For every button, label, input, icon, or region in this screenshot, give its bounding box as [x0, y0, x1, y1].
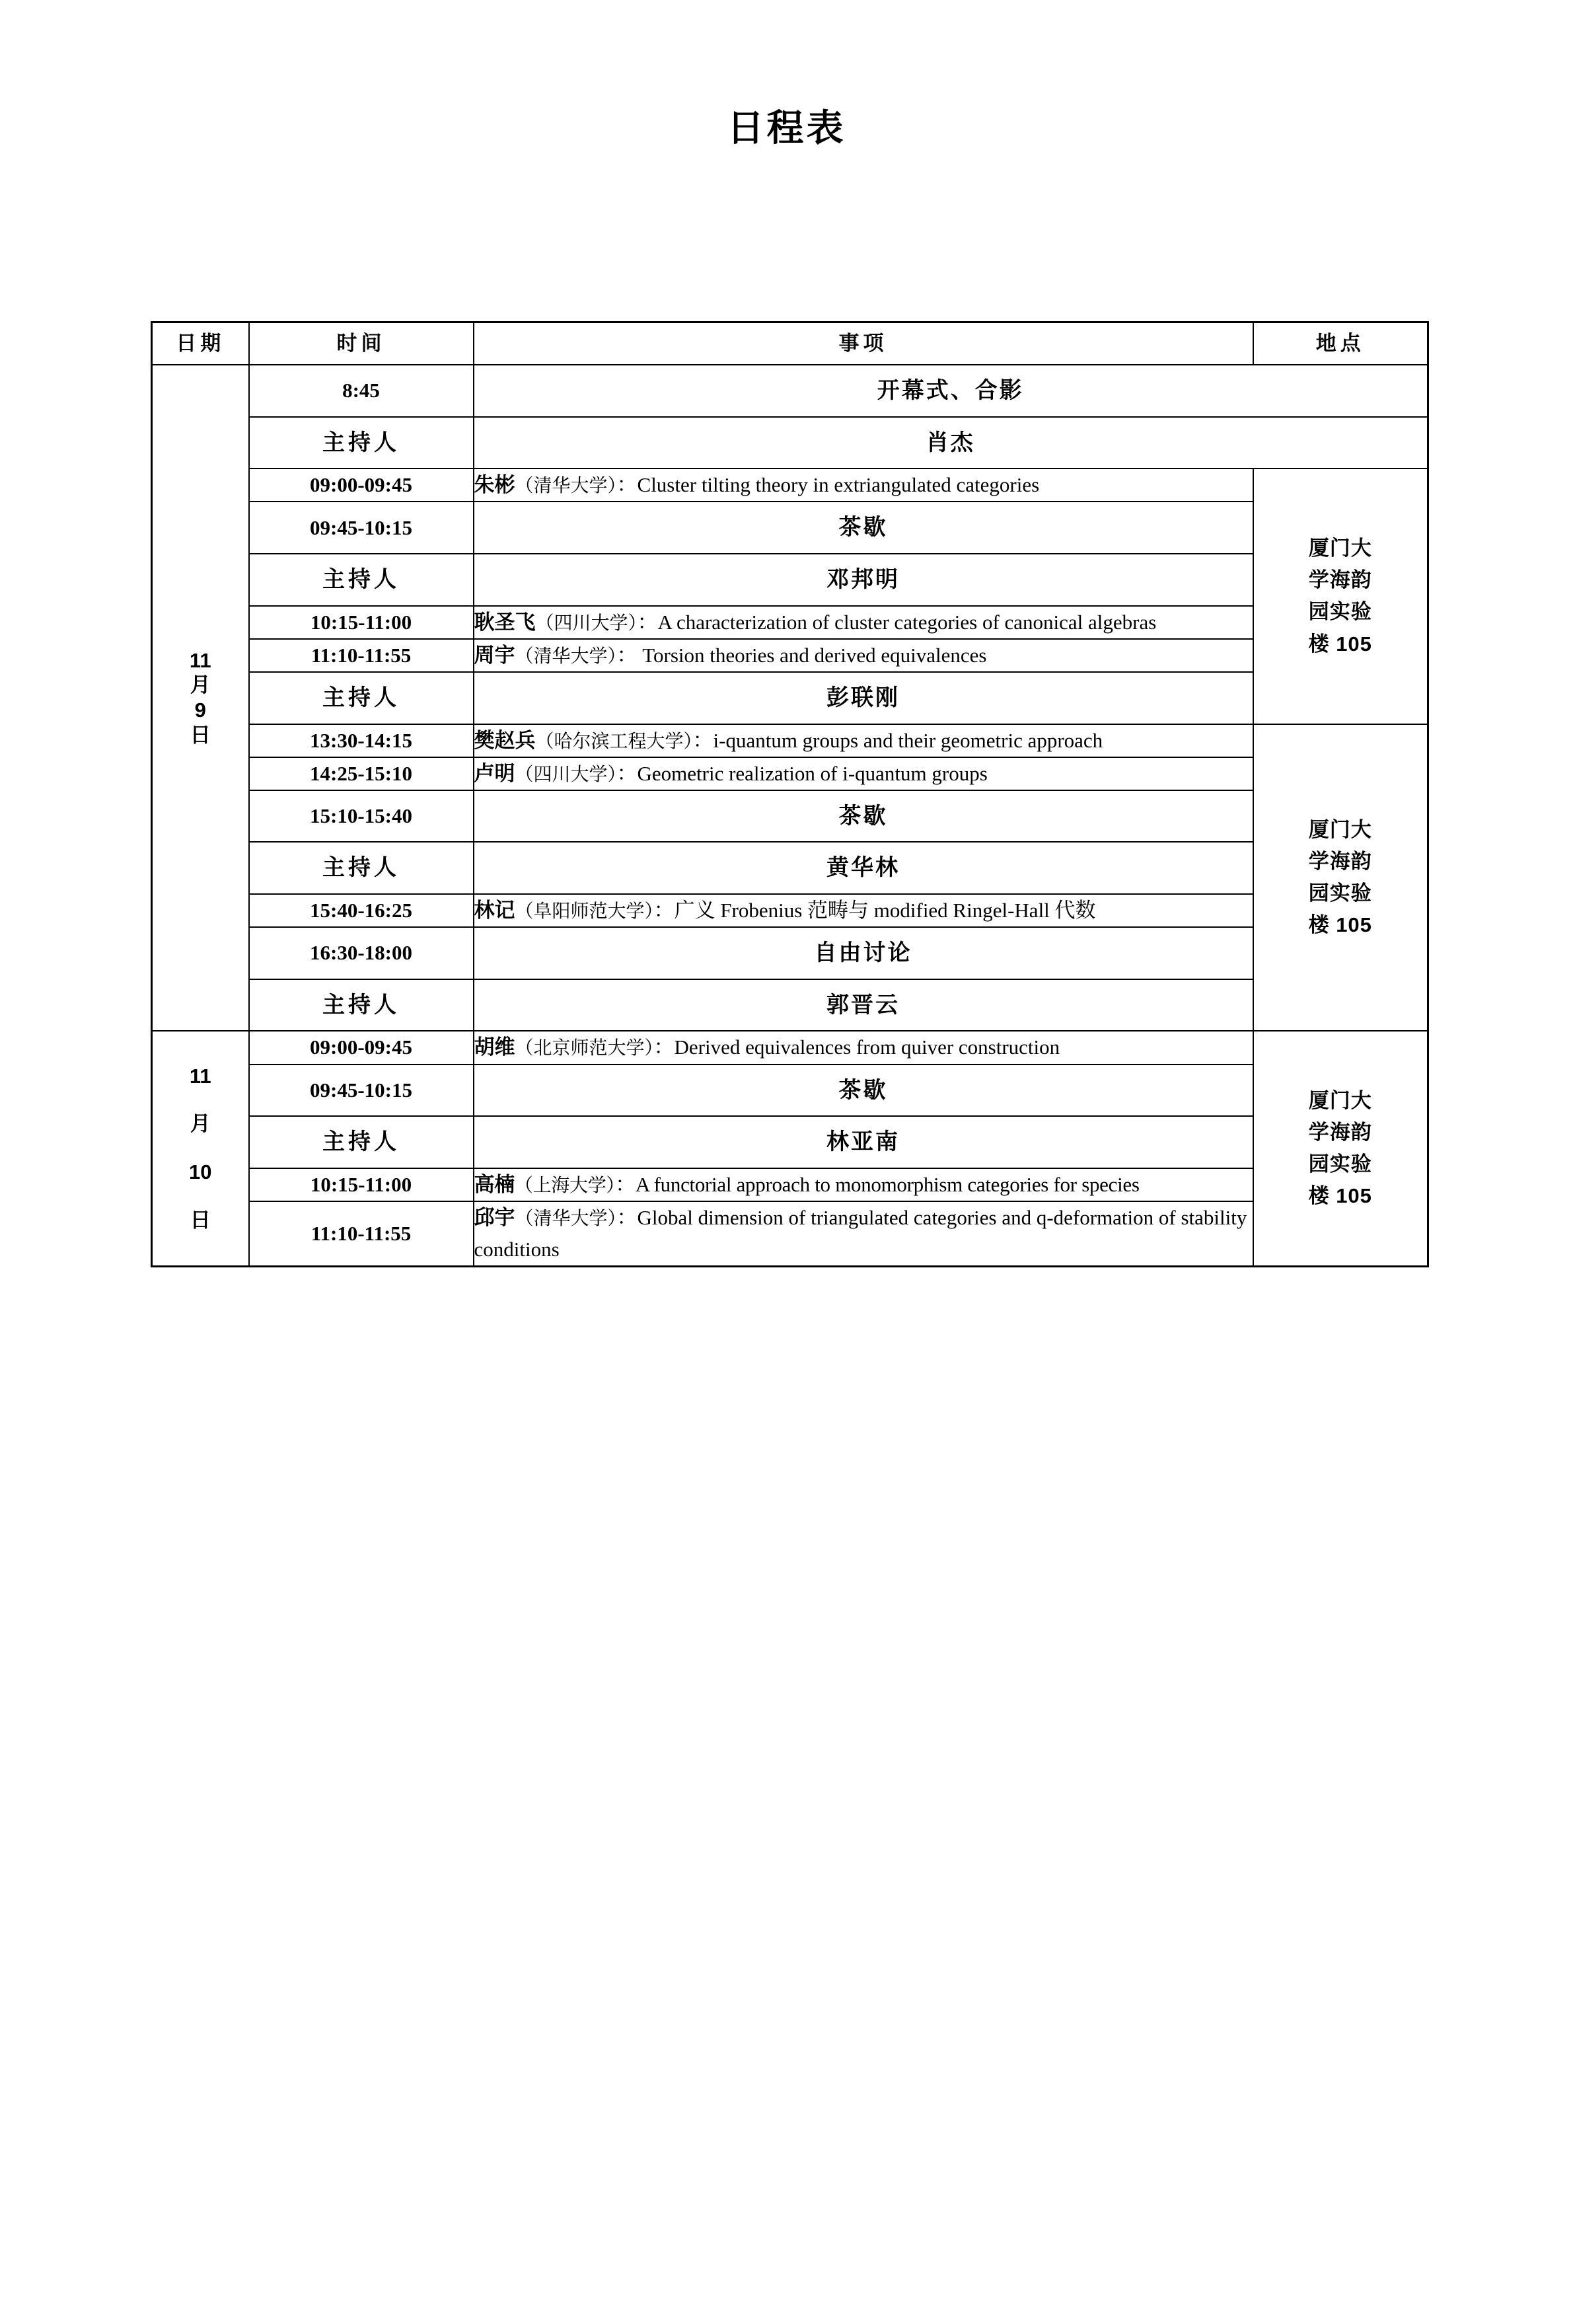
table-row [152, 469, 1428, 502]
venue-line: 园实验 [1308, 881, 1372, 905]
table-row [152, 979, 1428, 1031]
talk-title: 广义 Frobenius 范畴与 modified Ringel-Hall 代数 [674, 899, 1096, 922]
table-header-row [152, 322, 1428, 365]
table-body [152, 365, 1428, 1267]
table-row [152, 842, 1428, 894]
venue-line: 学海韵 [1308, 849, 1372, 873]
host-name-cell: 肖杰 [474, 417, 1428, 469]
venue-line: 学海韵 [1308, 568, 1372, 592]
table-row [152, 1031, 1428, 1064]
talk-title: Cluster tilting theory in extriangulated categories [637, 473, 1040, 497]
time-cell: 11:10-11:55 [249, 1201, 474, 1267]
column-header-venue: 地点 [1253, 322, 1428, 365]
host-label-cell: 主持人 [249, 842, 474, 894]
table-row [152, 790, 1428, 843]
talk-cell [474, 757, 1253, 790]
time-cell: 10:15-11:00 [249, 606, 474, 639]
colon-separator: ： [692, 728, 713, 752]
table-row [152, 757, 1428, 790]
table-row [152, 927, 1428, 979]
speaker-affiliation: （北京师范大学） [515, 1038, 654, 1059]
time-cell: 09:00-09:45 [249, 1031, 474, 1064]
host-name-cell: 郭晋云 [474, 979, 1253, 1031]
speaker-affiliation: （清华大学） [515, 1208, 617, 1229]
talk-cell [474, 724, 1253, 757]
colon-separator: ： [615, 1172, 636, 1196]
venue-cell [1253, 469, 1428, 724]
speaker-name: 邱宇 [474, 1205, 515, 1229]
item-cell: 开幕式、合影 [474, 365, 1428, 417]
colon-separator: ： [616, 761, 638, 785]
time-cell: 09:45-10:15 [249, 502, 474, 554]
colon-separator: ： [616, 1205, 638, 1229]
schedule-table-container [151, 321, 1427, 1267]
venue-line: 园实验 [1308, 1152, 1372, 1176]
colon-separator: ： [616, 473, 638, 497]
venue-line: 楼 105 [1308, 632, 1372, 656]
date-char: 11 [189, 1064, 211, 1088]
time-cell: 15:10-15:40 [249, 790, 474, 843]
talk-title: A functorial approach to monomorphism categories for species [635, 1172, 1140, 1196]
time-cell: 16:30-18:00 [249, 927, 474, 979]
host-name-cell: 黄华林 [474, 842, 1253, 894]
venue-line: 楼 105 [1308, 1184, 1372, 1208]
talk-title: Geometric realization of i-quantum groups [637, 761, 988, 785]
time-cell: 10:15-11:00 [249, 1168, 474, 1201]
table-row [152, 894, 1428, 927]
speaker-affiliation: （哈尔滨工程大学） [535, 731, 693, 752]
venue-line: 学海韵 [1308, 1121, 1372, 1144]
time-cell: 14:25-15:10 [249, 757, 474, 790]
time-cell: 15:40-16:25 [249, 894, 474, 927]
speaker-name: 耿圣飞 [474, 610, 536, 634]
speaker-affiliation: （清华大学） [515, 476, 617, 497]
table-row [152, 502, 1428, 554]
talk-title: i-quantum groups and their geometric approach [713, 728, 1103, 752]
table-row [152, 1065, 1428, 1117]
speaker-affiliation: （四川大学） [535, 613, 638, 634]
speaker-name: 林记 [474, 899, 515, 922]
column-header-time: 时间 [249, 322, 474, 365]
item-cell: 茶歇 [474, 790, 1253, 843]
date-cell [152, 1031, 249, 1266]
speaker-name: 周宇 [474, 643, 515, 667]
column-header-date: 日期 [152, 322, 249, 365]
item-cell: 自由讨论 [474, 927, 1253, 979]
speaker-name: 樊赵兵 [474, 728, 536, 752]
talk-cell [474, 1031, 1253, 1064]
host-label-cell: 主持人 [249, 1116, 474, 1168]
host-label-cell: 主持人 [249, 672, 474, 724]
item-cell: 茶歇 [474, 1065, 1253, 1117]
host-name-cell: 彭联刚 [474, 672, 1253, 724]
date-char: 月 [190, 1112, 211, 1136]
venue-line: 厦门大 [1308, 537, 1372, 560]
speaker-name: 胡维 [474, 1035, 515, 1059]
host-label-cell: 主持人 [249, 417, 474, 469]
time-cell: 11:10-11:55 [249, 639, 474, 672]
venue-line: 楼 105 [1308, 913, 1372, 937]
time-cell: 13:30-14:15 [249, 724, 474, 757]
talk-title: A characterization of cluster categories of canonical algebras [657, 610, 1157, 634]
column-header-item: 事项 [474, 322, 1253, 365]
venue-line: 厦门大 [1308, 1089, 1372, 1113]
date-char: 日 [190, 724, 211, 747]
colon-separator: ： [616, 643, 638, 667]
date-cell [152, 365, 249, 1031]
table-row [152, 639, 1428, 672]
table-row [152, 554, 1428, 606]
colon-separator: ： [653, 1035, 675, 1059]
speaker-name: 高楠 [474, 1172, 515, 1196]
table-row [152, 417, 1428, 469]
colon-separator: ： [653, 899, 675, 922]
date-char: 10 [189, 1160, 212, 1184]
speaker-affiliation: （上海大学） [514, 1175, 616, 1196]
host-name-cell: 林亚南 [474, 1116, 1253, 1168]
time-cell: 8:45 [249, 365, 474, 417]
venue-cell [1253, 724, 1428, 1031]
host-label-cell: 主持人 [249, 554, 474, 606]
table-row [152, 365, 1428, 417]
date-char: 9 [194, 698, 206, 722]
table-row [152, 672, 1428, 724]
talk-cell [474, 894, 1253, 927]
date-char: 月 [190, 673, 211, 697]
talk-title: Derived equivalences from quiver construction [674, 1035, 1060, 1059]
colon-separator: ： [637, 610, 658, 634]
page-title: 日程表 [727, 107, 846, 149]
talk-title: Torsion theories and derived equivalences [637, 643, 987, 667]
date-char: 日 [190, 1209, 211, 1232]
table-row [152, 1116, 1428, 1168]
time-cell: 09:00-09:45 [249, 469, 474, 502]
venue-line: 厦门大 [1308, 817, 1372, 841]
time-cell: 09:45-10:15 [249, 1065, 474, 1117]
table-header [152, 322, 1428, 365]
talk-cell [474, 1168, 1253, 1201]
item-cell: 茶歇 [474, 502, 1253, 554]
venue-cell [1253, 1031, 1428, 1266]
table-row [152, 1168, 1428, 1201]
speaker-affiliation: （清华大学） [515, 646, 617, 667]
talk-cell [474, 469, 1253, 502]
talk-cell [474, 1201, 1253, 1267]
document-page [0, 99, 1573, 2324]
schedule-table [151, 321, 1429, 1267]
speaker-name: 朱彬 [474, 473, 515, 497]
talk-title: Global dimension of triangulated categories and q-deformation of stability conditions [474, 1205, 1247, 1261]
host-name-cell: 邓邦明 [474, 554, 1253, 606]
speaker-affiliation: （四川大学） [515, 764, 617, 785]
talk-cell [474, 639, 1253, 672]
table-row [152, 1201, 1428, 1267]
table-row [152, 724, 1428, 757]
date-char: 11 [189, 648, 211, 672]
speaker-affiliation: （阜阳师范大学） [515, 901, 654, 922]
host-label-cell: 主持人 [249, 979, 474, 1031]
talk-cell [474, 606, 1253, 639]
table-row [152, 606, 1428, 639]
speaker-name: 卢明 [474, 761, 515, 785]
venue-line: 园实验 [1308, 600, 1372, 624]
